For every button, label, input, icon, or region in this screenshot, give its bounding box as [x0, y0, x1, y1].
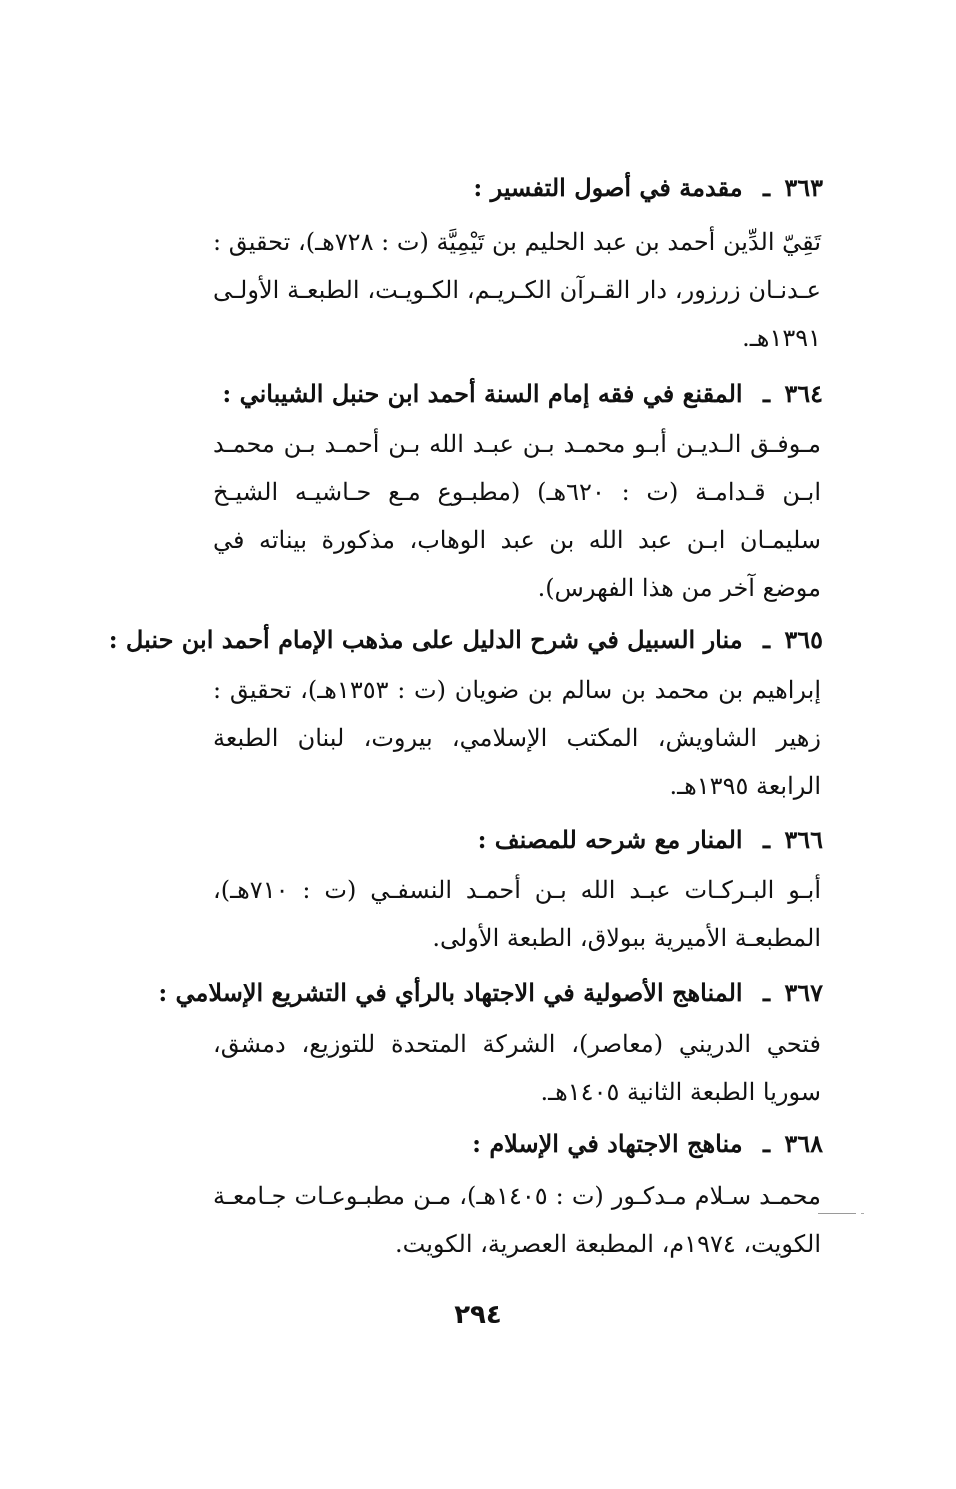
entry-body: أبـو البـركـات عبـد الله بـن أحمـد النسفـي (ت : ٧١٠هـ)، المطبعـة الأميرية ببولاق، الطبعة الأولى.	[213, 876, 821, 952]
entry-dash: ـ	[762, 978, 770, 1007]
entry-number: ٣٦٧	[784, 978, 823, 1007]
entry-dash: ـ	[762, 379, 770, 408]
entry-title: المنار مع شرحه للمصنف :	[477, 825, 743, 854]
entry-title: المقنع في فقه إمام السنة أحمد ابن حنبل الشيباني :	[222, 379, 743, 408]
page-number: ٢٩٤	[454, 1300, 502, 1330]
entry-number: ٣٦٨	[784, 1129, 823, 1158]
entry-title: مناهج الاجتهاد في الإسلام :	[472, 1129, 743, 1158]
entry-body: مـوفـق الـديـن أبـو محمـد بـن عبـد الله بـن أحمـد بـن محمـد ابـن قـدامـة (ت : ٦٢٠هـ) (مطبـوع مـع حـاشيـه الشيـخ سليمـان ابـن عبد الله بن عبد الوهاب، مذكورة بيناته في موضع آخر من هذا الفهرس).	[213, 430, 821, 602]
entry-dash: ـ	[762, 825, 770, 854]
entry-dash: ـ	[762, 1129, 770, 1158]
entry-heading	[103, 820, 823, 860]
entry-body: تَقِيّ الدِّين أحمد بن عبد الحليم بن تَيْمِيَّة (ت : ٧٢٨هـ)، تحقيق : عـدنـان زرزور، دار القـرآن الكـريـم، الكـويـت، الطبعـة الأولـى ١٣٩١هـ.	[213, 228, 821, 352]
entry-title: منار السبيل في شرح الدليل على مذهب الإمام أحمد ابن حنبل :	[108, 625, 743, 654]
entry-heading	[103, 168, 823, 208]
entry-number: ٣٦٤	[784, 379, 823, 408]
entry-body: إبراهيم بن محمد بن سالم بن ضويان (ت : ١٣٥٣هـ)، تحقيق : زهير الشاويش، المكتب الإسلامي، بيروت، لبنان الطبعة الرابعة ١٣٩٥هـ.	[213, 676, 821, 800]
entry-body: فتحي الدريني (معاصر)، الشركة المتحدة للتوزيع، دمشق، سوريا الطبعة الثانية ١٤٠٥هـ.	[213, 1030, 821, 1106]
entry-title: مقدمة في أصول التفسير :	[473, 173, 743, 202]
entry-dash: ـ	[762, 173, 770, 202]
entry-body: محمـد سـلام مـدكـور (ت : ١٤٠٥هـ)، مـن مطبـوعـات جـامعـة الكويت، ١٩٧٤م، المطبعة العصرية، الكويت.	[213, 1182, 821, 1258]
scan-artifact-dot	[861, 1213, 864, 1214]
entry-title: المناهج الأصولية في الاجتهاد بالرأي في التشريع الإسلامي :	[158, 978, 743, 1007]
entry-heading	[103, 374, 823, 414]
scan-artifact-line	[818, 1213, 856, 1214]
entry-heading	[103, 973, 823, 1013]
entry-number: ٣٦٣	[784, 173, 823, 202]
entry-number: ٣٦٦	[784, 825, 823, 854]
entry-heading	[103, 620, 823, 660]
entry-dash: ـ	[762, 625, 770, 654]
entry-number: ٣٦٥	[784, 625, 823, 654]
entry-heading	[103, 1124, 823, 1164]
